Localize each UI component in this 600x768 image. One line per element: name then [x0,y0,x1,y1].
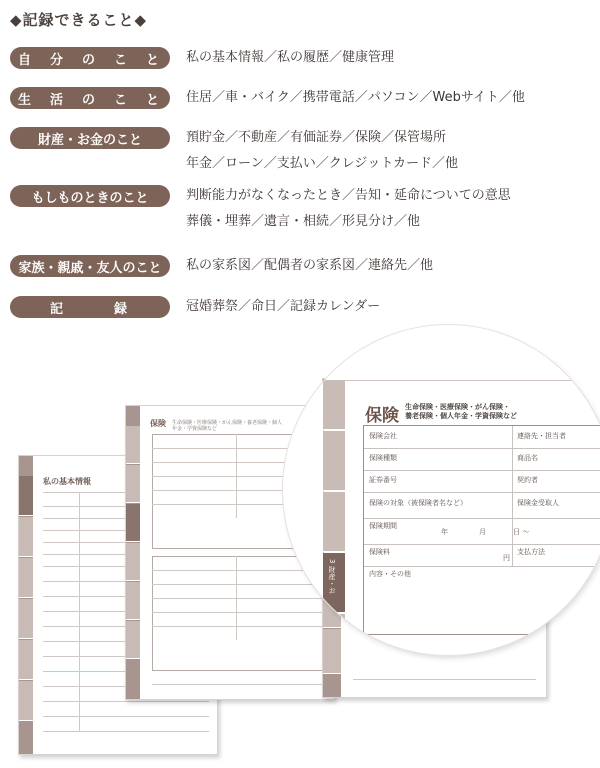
category-row-assets [10,127,458,177]
zoom-subtitle-line-1: 生命保険・医療保険・がん保険・ [405,403,510,411]
zoom-field-day: 日 ～ [513,528,530,536]
zoom-field-month: 月 [479,528,486,536]
zoom-field-period: 保険期間 [369,522,397,530]
category-label-records: 記 録 [10,296,170,318]
sheet-insurance-title: 保険 [150,419,166,428]
category-items-assets-1: 預貯金／不動産／有価証券／保険／保管場所 [186,130,447,145]
category-row-self [10,47,394,71]
zoom-field-contact: 連絡先・担当者 [517,432,566,440]
category-row-records [10,296,380,320]
category-items-emergency-2: 葬儀・埋葬／遺言・相続／形見分け／他 [186,214,421,229]
category-label-family: 家族・親戚・友人のこと [10,255,170,277]
zoom-field-payment: 支払方法 [517,548,545,556]
category-items-assets-2: 年金／ローン／支払い／クレジットカード／他 [186,156,459,171]
zoom-field-premium: 保険料 [369,548,390,556]
zoom-title: 保険 [365,406,399,426]
section-heading: ◆記録できること◆ [10,11,148,29]
magnifier-zoom [283,325,600,655]
zoom-subtitle-line-2: 養老保険・個人年金・学資保険など [405,412,517,420]
category-items-self: 私の基本情報／私の履歴／健康管理 [186,50,395,65]
category-items-life: 住居／車・バイク／携帯電話／パソコン／Webサイト／他 [186,90,525,105]
zoom-field-year: 年 [441,528,448,536]
zoom-field-kind: 保険種類 [369,454,397,462]
category-items-emergency-1: 判断能力がなくなったとき／告知・延命についての意思 [186,188,511,203]
zoom-field-yen: 円 [503,554,510,562]
category-label-assets: 財産・お金のこと [10,127,170,149]
category-row-emergency [10,185,511,235]
zoom-field-beneficiary: 保険金受取人 [517,499,559,507]
zoom-field-product: 商品名 [517,454,538,462]
category-label-self: 自 分 の こ と [10,47,170,69]
category-row-family [10,255,433,279]
sheet-basic-info-title: 私の基本情報 [43,477,91,486]
zoom-tab-label: 3 財産・お [328,559,336,594]
category-items-records: 冠婚葬祭／命日／記録カレンダー [186,299,381,314]
category-row-life [10,87,525,111]
category-items-family: 私の家系図／配偶者の家系図／連絡先／他 [186,258,434,273]
zoom-subtitle [405,403,517,421]
zoom-field-policy-no: 証券番号 [369,476,397,484]
category-label-life: 生 活 の こ と [10,87,170,109]
zoom-field-contractor: 契約者 [517,476,538,484]
category-label-emergency: もしものときのこと [10,185,170,207]
zoom-field-details: 内容・その他 [369,570,411,578]
sheet-insurance-subtitle: 生命保険・医療保険・がん保険・養老保険・個人年金・学資保険など [172,420,283,432]
zoom-field-company: 保険会社 [369,432,397,440]
zoom-field-insured: 保険の対象（被保険者名など） [369,499,467,507]
